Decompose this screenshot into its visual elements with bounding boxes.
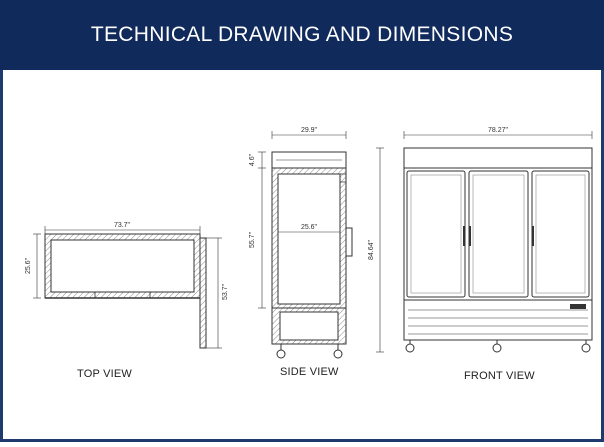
front-door-left bbox=[407, 171, 465, 297]
top-door-depth-label: 53.7" bbox=[222, 283, 229, 301]
front-height-label: 84.64" bbox=[368, 239, 375, 261]
front-view-drawing bbox=[376, 131, 592, 352]
front-caster-2 bbox=[493, 344, 501, 352]
front-caster-3 bbox=[582, 344, 590, 352]
side-depth-label: 29.9" bbox=[300, 127, 318, 134]
top-body-interior bbox=[51, 240, 194, 292]
top-depth-label: 25.6" bbox=[25, 257, 32, 275]
top-view-drawing bbox=[33, 226, 222, 348]
side-view-label: SIDE VIEW bbox=[280, 366, 339, 378]
front-caster-1 bbox=[406, 344, 414, 352]
side-inner-depth-label: 25.6" bbox=[300, 224, 318, 231]
front-view-label: FRONT VIEW bbox=[464, 370, 535, 382]
side-body-interior bbox=[278, 174, 340, 304]
side-body-height-label: 55.7" bbox=[249, 231, 256, 249]
side-top-height-label: 4.6" bbox=[249, 153, 256, 167]
drawing-canvas bbox=[0, 70, 604, 442]
page-title-text: TECHNICAL DRAWING AND DIMENSIONS bbox=[90, 23, 514, 46]
front-width-label: 78.27" bbox=[487, 127, 509, 134]
side-view-drawing bbox=[258, 131, 352, 358]
technical-drawing bbox=[0, 70, 604, 442]
top-width-label: 73.7" bbox=[113, 222, 131, 229]
top-door-outline bbox=[200, 238, 206, 348]
front-door-middle bbox=[469, 171, 528, 297]
side-caster-left bbox=[277, 350, 285, 358]
front-door-right bbox=[532, 171, 589, 297]
side-handle bbox=[346, 228, 352, 256]
side-caster-right bbox=[334, 350, 342, 358]
front-control-panel bbox=[570, 304, 586, 309]
top-view-label: TOP VIEW bbox=[77, 368, 132, 380]
page-title bbox=[0, 0, 604, 70]
front-canopy bbox=[404, 148, 592, 168]
